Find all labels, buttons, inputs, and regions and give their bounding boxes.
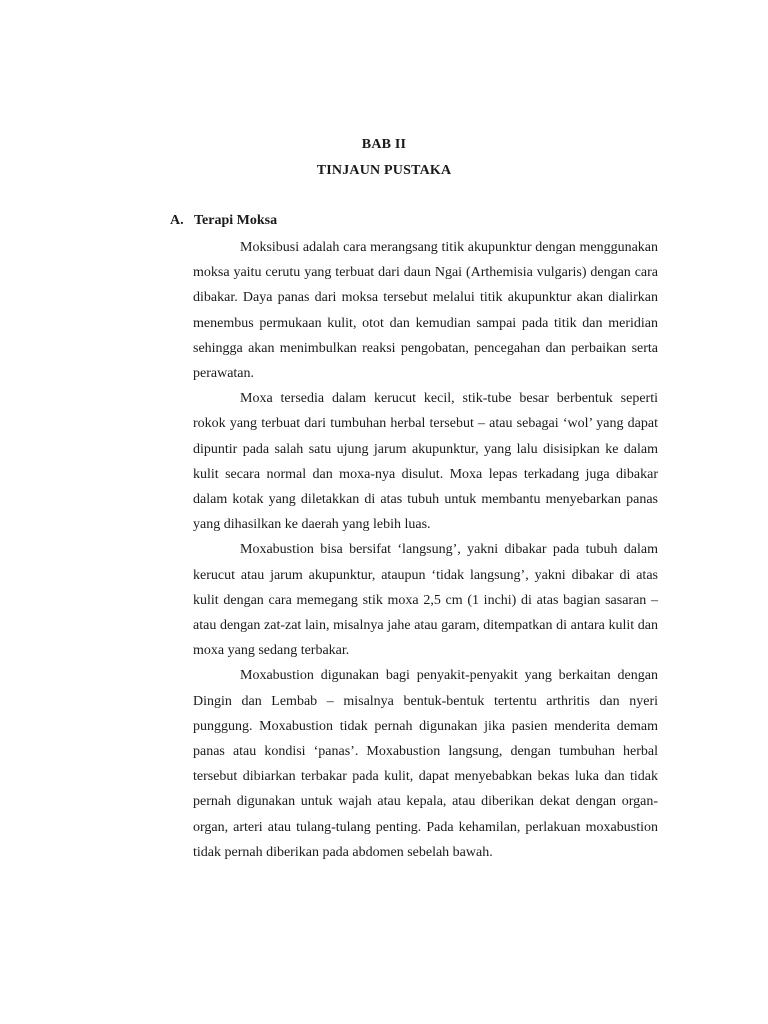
section-title: Terapi Moksa [194, 213, 278, 228]
section-letter: A. [170, 213, 184, 228]
paragraph-moxa-tersedia: Moxa tersedia dalam kerucut kecil, stik-tube besar berbentuk seperti rokok yang terbuat dari tumbuhan herbal tersebut – atau sebagai ‘wol’ yang dapat dipuntir pada salah satu ujung jarum akupunktur, yang lalu disisipkan ke dalam kulit secara normal dan moxa-nya disulut. Moxa lepas terkadang juga dibakar dalam kotak yang diletakkan di atas tubuh untuk membantu menyebarkan panas yang dihasilkan ke daerah yang lebih luas. [193, 391, 658, 533]
body-text [193, 235, 658, 865]
paragraph-moxabustion-guna: Moxabustion digunakan bagi penyakit-penyakit yang berkaitan dengan Dingin dan Lembab – misalnya bentuk-bentuk tertentu arthritis dan nyeri punggung. Moxabustion tidak pernah digunakan jika pasien menderita demam panas atau kondisi ‘panas’. Moxabustion langsung, dengan tumbuhan herbal tersebut dibiarkan terbakar pada kulit, dapat menyebabkan bekas luka dan tidak pernah digunakan untuk wajah atau kepala, atau diberikan dekat dengan organ-organ, arteri atau tulang-tulang penting. Pada kehamilan, perlakuan moxabustion tidak pernah diberikan pada abdomen sebelah bawah. [193, 668, 658, 860]
paragraph-moksibusi: Moksibusi adalah cara merangsang titik akupunktur dengan menggunakan moksa yaitu cerutu yang terbuat dari daun Ngai (Arthemisia vulgaris) dengan cara dibakar. Daya panas dari moksa tersebut melalui titik akupunktur akan dialirkan menembus permukaan kulit, otot dan kemudian sampai pada titik dan meridian sehingga akan menimbulkan reaksi pengobatan, pencegahan dan perbaikan serta perawatan. [193, 240, 658, 382]
paragraph-moxabustion-sifat: Moxabustion bisa bersifat ‘langsung’, yakni dibakar pada tubuh dalam kerucut atau jarum akupunktur, ataupun ‘tidak langsung’, yakni dibakar di atas kulit dengan cara memegang stik moxa 2,5 cm (1 inchi) di atas bagian sasaran – atau dengan zat-zat lain, misalnya jahe atau garam, ditempatkan di antara kulit dan moxa yang sedang terbakar. [193, 542, 658, 659]
chapter-title: TINJAUN PUSTAKA [316, 163, 452, 178]
section-heading [170, 213, 277, 229]
chapter-number: BAB II [361, 137, 407, 152]
